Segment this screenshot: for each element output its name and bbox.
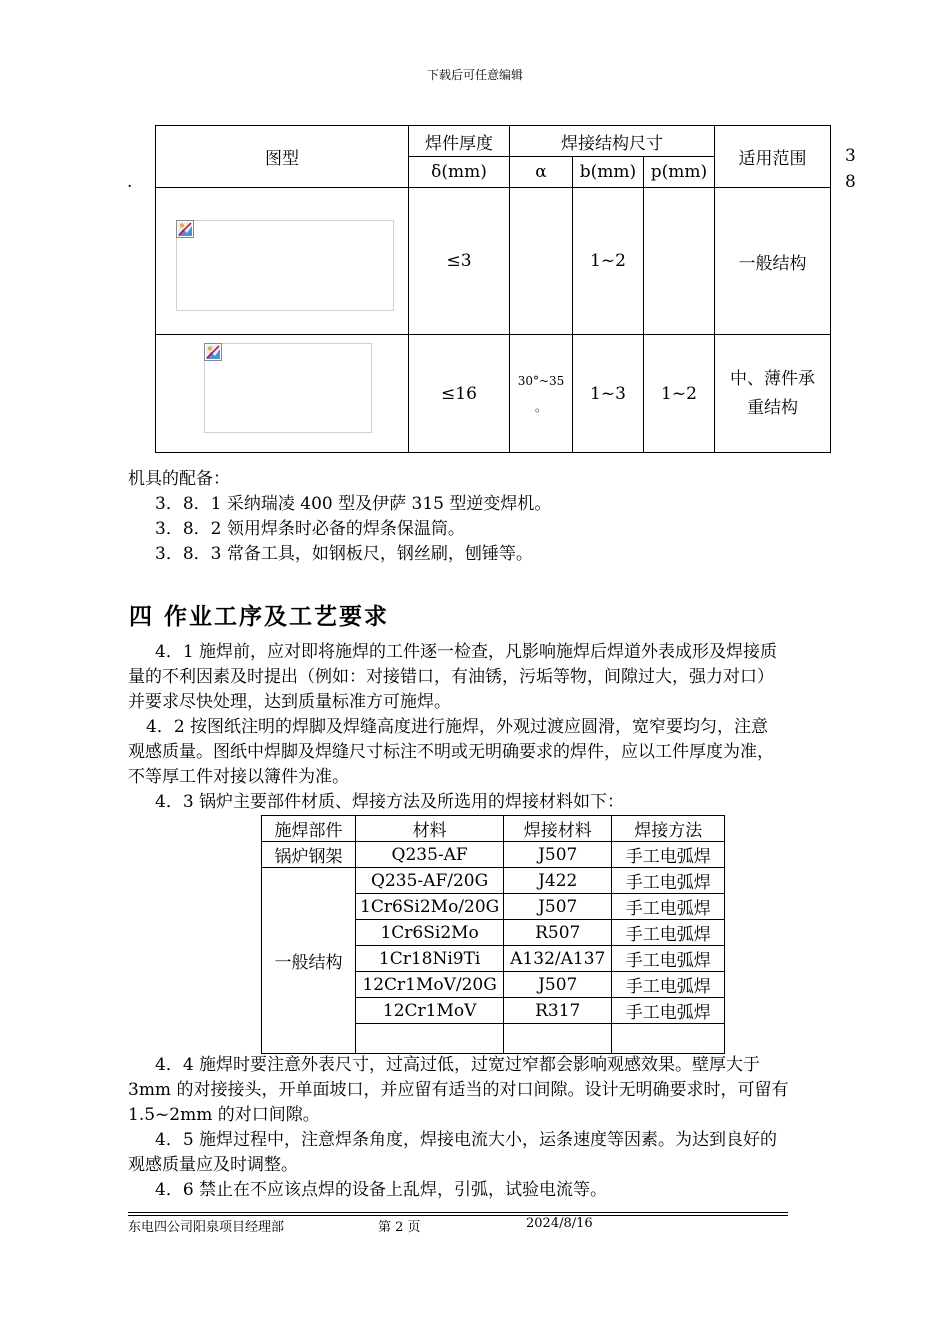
material-cell [356, 1024, 504, 1054]
row2-scope [715, 335, 831, 453]
footer-rule [128, 1212, 788, 1213]
consumable-cell: R317 [504, 998, 612, 1024]
header-scope: 适用范围 [715, 126, 831, 188]
consumable-cell [504, 1024, 612, 1054]
paragraph-line: 1.5~2mm 的对口间隙。 [128, 1105, 320, 1125]
row2-alpha-line2: 。 [534, 399, 547, 414]
material-cell: Q235-AF [356, 842, 504, 868]
material-cell: 12Cr1MoV/20G [356, 972, 504, 998]
footer-date: 2024/8/16 [526, 1216, 593, 1231]
paragraph-line: 3mm 的对接接头，开单面坡口，并应留有适当的对口间隙。设计无明确要求时，可留有 [128, 1080, 789, 1100]
paragraph-line: 观感质量应及时调整。 [128, 1155, 298, 1175]
consumable-cell: J507 [504, 842, 612, 868]
materials-header: 焊接方法 [612, 816, 725, 842]
paragraph-line: 并要求尽快处理，达到质量标准方可施焊。 [128, 692, 451, 712]
method-cell: 手工电弧焊 [612, 868, 725, 894]
row2-b: 1~3 [573, 335, 644, 453]
groove-figure-1 [176, 220, 394, 311]
side-number-8: 8 [845, 172, 856, 192]
part-cell: 一般结构 [262, 868, 356, 1054]
paragraph-line: 4．6 禁止在不应该点焊的设备上乱焊，引弧，试验电流等。 [155, 1180, 608, 1200]
materials-header: 焊接材料 [504, 816, 612, 842]
equipment-title: 机具的配备： [128, 469, 230, 489]
row1-thickness: ≤3 [409, 188, 510, 335]
material-cell: 1Cr18Ni9Ti [356, 946, 504, 972]
paragraph-line: 4．2 按图纸注明的焊脚及焊缝高度进行施焊，外观过渡应圆滑，宽窄要均匀，注意 [146, 717, 769, 737]
groove-figure-2 [204, 343, 372, 433]
material-cell: 1Cr6Si2Mo [356, 920, 504, 946]
broken-image-icon [176, 220, 194, 238]
part-cell: 锅炉钢架 [262, 842, 356, 868]
header-dimensions: 焊接结构尺寸 [510, 126, 715, 157]
method-cell: 手工电弧焊 [612, 842, 725, 868]
paragraph-line: 4．4 施焊时要注意外表尺寸，过高过低，过宽过窄都会影响观感效果。壁厚大于 [155, 1055, 761, 1075]
row2-alpha [510, 335, 573, 453]
consumable-cell: A132/A137 [504, 946, 612, 972]
row2-scope-line2: 重结构 [747, 397, 798, 418]
header-alpha: α [510, 157, 573, 188]
materials-header: 施焊部件 [262, 816, 356, 842]
footer-page: 第 2 页 [378, 1220, 421, 1235]
row2-p: 1~2 [644, 335, 715, 453]
equipment-item: 3．8．1 采纳瑞凌 400 型及伊萨 315 型逆变焊机。 [155, 494, 552, 514]
side-number-3: 3 [845, 146, 856, 166]
header-figure: 图型 [156, 126, 409, 188]
section-heading: 四 作业工序及工艺要求 [129, 604, 390, 630]
footer-org: 东电四公司阳泉项目经理部 [128, 1220, 285, 1235]
broken-image-icon [204, 343, 222, 361]
equipment-item: 3．8．2 领用焊条时必备的焊条保温筒。 [155, 519, 465, 539]
row1-alpha [510, 188, 573, 335]
equipment-item: 3．8．3 常备工具，如钢板尺，钢丝刷，刨锤等。 [155, 544, 533, 564]
paragraph-line: 4．1 施焊前，应对即将施焊的工件逐一检查，凡影响施焊后焊道外表成形及焊接质 [155, 642, 778, 662]
consumable-cell: J507 [504, 894, 612, 920]
consumable-cell: R507 [504, 920, 612, 946]
paragraph-line: 不等厚工件对接以簿件为准。 [128, 767, 349, 787]
method-cell: 手工电弧焊 [612, 894, 725, 920]
material-cell: Q235-AF/20G [356, 868, 504, 894]
header-p: p(mm) [644, 157, 715, 188]
method-cell: 手工电弧焊 [612, 972, 725, 998]
side-dot: . [127, 172, 133, 192]
page-header: 下载后可任意编辑 [426, 68, 523, 82]
material-cell: 1Cr6Si2Mo/20G [356, 894, 504, 920]
row2-scope-line1: 中、薄件承 [730, 368, 815, 389]
row2-thickness: ≤16 [409, 335, 510, 453]
paragraph-line: 观感质量。图纸中焊脚及焊缝尺寸标注不明或无明确要求的焊件，应以工件厚度为准， [128, 742, 774, 762]
paragraph-line: 4．5 施焊过程中，注意焊条角度，焊接电流大小，运条速度等因素。为达到良好的 [155, 1130, 778, 1150]
consumable-cell: J422 [504, 868, 612, 894]
paragraph-line: 量的不利因素及时提出（例如：对接错口，有油锈，污垢等物，间隙过大，强力对口） [128, 667, 774, 687]
header-thickness: 焊件厚度 [409, 126, 510, 157]
header-thickness-unit: δ(mm) [409, 157, 510, 188]
method-cell: 手工电弧焊 [612, 920, 725, 946]
materials-table [261, 815, 725, 1054]
row1-scope: 一般结构 [715, 188, 831, 335]
method-cell: 手工电弧焊 [612, 998, 725, 1024]
method-cell: 手工电弧焊 [612, 946, 725, 972]
materials-header: 材料 [356, 816, 504, 842]
method-cell [612, 1024, 725, 1054]
consumable-cell: J507 [504, 972, 612, 998]
row1-p [644, 188, 715, 335]
row1-b: 1~2 [573, 188, 644, 335]
material-cell: 12Cr1MoV [356, 998, 504, 1024]
row2-alpha-line1: 30°~35 [517, 373, 565, 388]
header-b: b(mm) [573, 157, 644, 188]
paragraph-line: 4．3 锅炉主要部件材质、焊接方法及所选用的焊接材料如下： [155, 792, 625, 812]
